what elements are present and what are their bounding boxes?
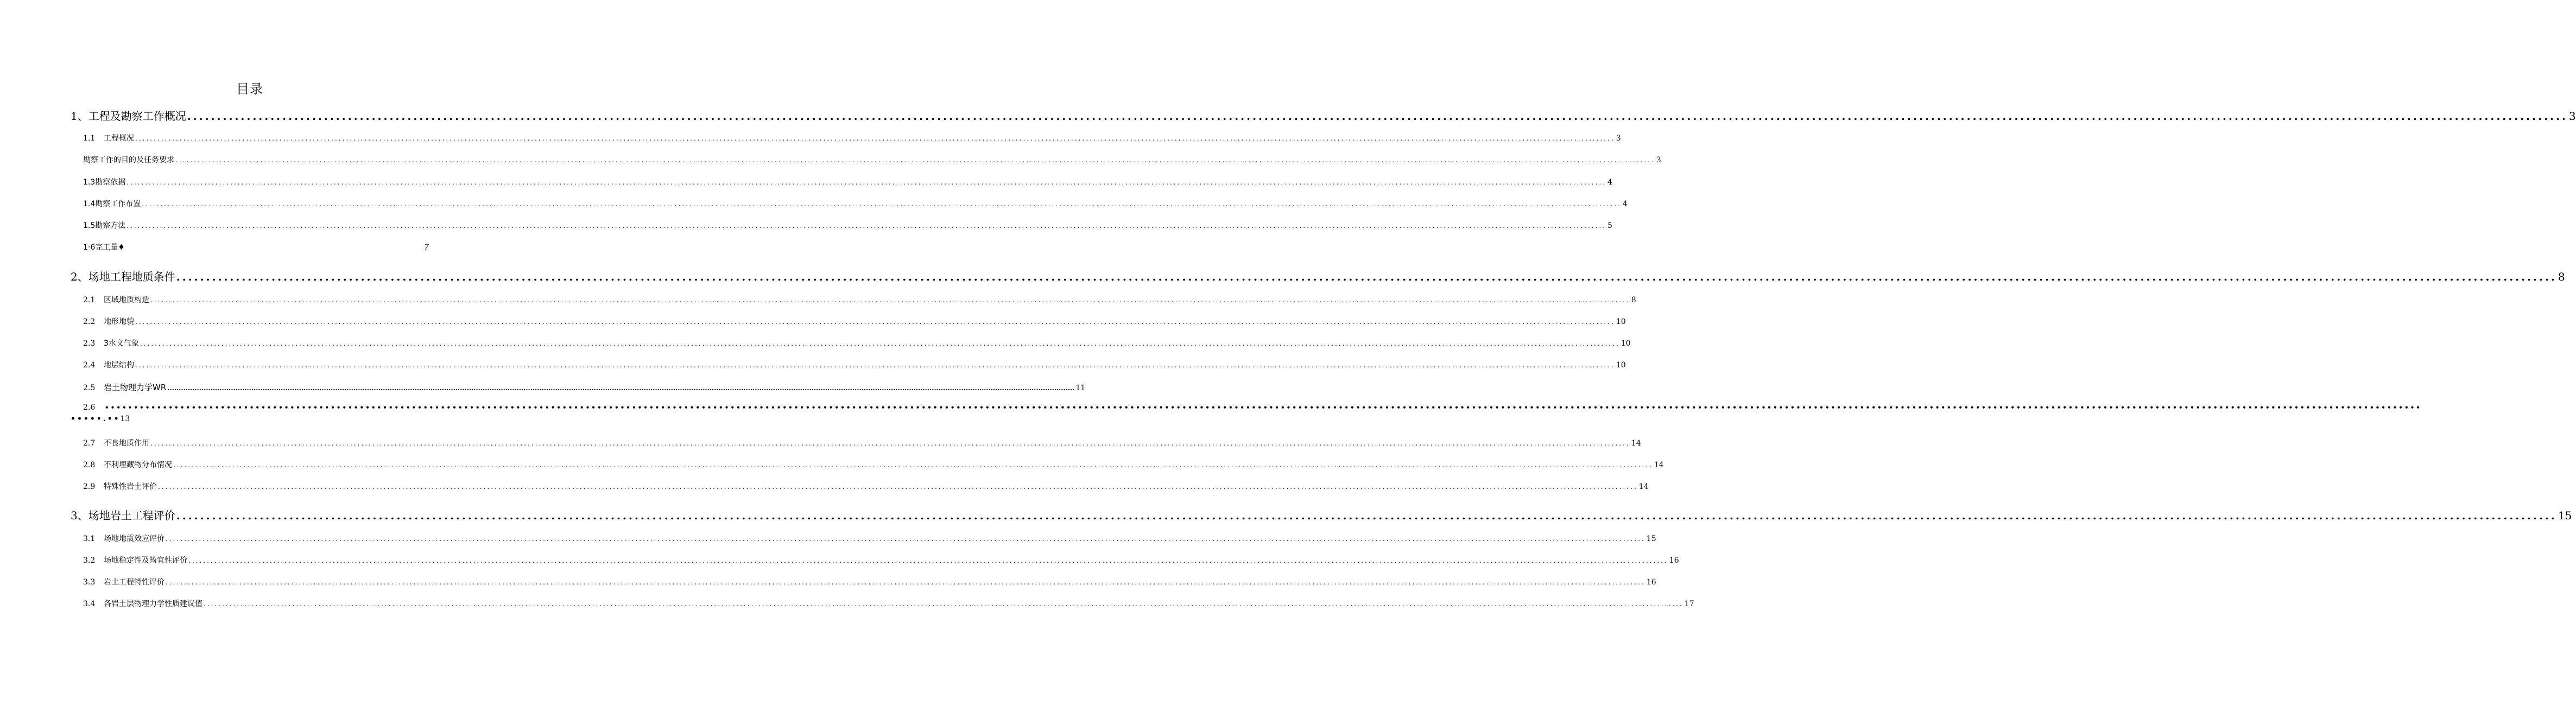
toc-entry-label: 1、工程及勘察工作概况 [71, 110, 186, 123]
toc-page-number: 5 [1607, 221, 1612, 230]
toc-entry-label: 2、场地工程地质条件 [71, 270, 175, 283]
toc-entry-number: 2.5 [83, 384, 96, 392]
toc-entry-label: 特殊性岩土评价 [104, 482, 157, 491]
toc-entry-3-3[interactable] [83, 576, 1656, 587]
dot-leader: ................................................................................................................................................................................................................................................................................................................................................................................................................ [140, 340, 1620, 347]
toc-entry-label: 不良地质作用 [104, 439, 149, 448]
toc-entry-1-4[interactable] [83, 198, 1628, 209]
toc-page-number: 8 [2558, 270, 2565, 283]
toc-entry-label: 不利埋藏物分布情况 [104, 461, 172, 469]
toc-entry-number: 2.1 [83, 296, 96, 304]
toc-entry-number: 2.8 [83, 461, 96, 469]
toc-entry-number: 1.1 [83, 134, 96, 143]
toc-entry-label: 1·6完工量♦ [83, 243, 125, 252]
toc-entry-number: 2.6 [83, 403, 96, 412]
dot-leader: •••••.•• [71, 415, 121, 423]
toc-entry-label: 勘察工作的目的及任务要求 [83, 156, 174, 164]
toc-entry-label: 3、场地岩土工程评价 [71, 509, 175, 522]
dot-leader: ................................................................................................................................................................................................................................................................................................................................................................................................................ [176, 509, 2557, 522]
toc-entry-1-1[interactable] [83, 132, 1621, 143]
toc-entry-2-8[interactable] [83, 459, 1664, 470]
toc-entry-number: 3.3 [83, 578, 96, 587]
toc-entry-2-5[interactable] [83, 381, 1086, 393]
toc-page-number: 3 [1656, 156, 1661, 164]
toc-entry-label: 3水文气象 [104, 339, 139, 348]
toc-page-number: 3 [2568, 110, 2576, 123]
page-title: 目录 [236, 81, 263, 97]
dot-leader: ................................................................................................................................................................................................................................................................................................................................................................................................................ [135, 135, 1615, 142]
toc-entry-2-7[interactable] [83, 437, 1641, 448]
toc-entry-label: 岩土物理力学WR [104, 383, 167, 392]
dot-leader: ................................................................................................................................................................................................................................................................................................................................................................................................................ [187, 110, 2568, 123]
toc-page-number: 15 [2558, 509, 2572, 522]
toc-entry-2-4[interactable] [83, 359, 1626, 370]
toc-page-number: 14 [1654, 461, 1664, 469]
toc-entry-2-2[interactable] [83, 316, 1626, 327]
toc-entry-label: 岩土工程特性评价 [104, 578, 164, 587]
dot-leader: •••••••••••••••••••••••••••••••••••••••••••••••••••••••••••••••••••••••••••••••••••••••••••••••••••••••••••••••••••••••••••••••••••••••••••••••••••••••••••••••••••••••••••••••••••••••••••••••••••••••••••••••••••••••••••••••••••••••••••••••••••••••••••••••••••••••••••••••••••••••••••••••••••••••••••••••••••••••••••••••••••••••••••••••••••••••••••••••••••••••••••••••••••••••••••••••••••••••••••••••• [105, 404, 2422, 411]
toc-page-number: 14 [1631, 439, 1641, 448]
toc-entry-label: 1.4勘察工作布置 [83, 200, 141, 208]
toc-entry-3-1[interactable] [83, 533, 1656, 544]
toc-page-number: 10 [1621, 339, 1631, 348]
toc-page-number: 16 [1669, 556, 1679, 565]
toc-page-number: 4 [1607, 178, 1612, 187]
toc-page-number: 15 [1646, 535, 1656, 543]
toc-entry-2-3[interactable] [83, 338, 1631, 348]
toc-entry-number: 3.1 [83, 535, 96, 543]
toc-entry-number: 2.2 [83, 317, 96, 326]
dot-leader: ................................................................................................................................................................................................................................................................................................................................................................................................................ [150, 296, 1630, 304]
toc-page-number: 10 [1616, 361, 1626, 370]
dot-leader: ................................................................................................................................................................................................................................................................................................................................................................................................................ [188, 557, 1668, 564]
toc-entry-label: 1.3勘察依据 [83, 178, 126, 187]
toc-entry-number: 2.9 [83, 482, 96, 491]
toc-page-number: 10 [1616, 317, 1626, 326]
toc-entry-label: 1.5勘察方法 [83, 221, 126, 230]
toc-entry-2-9[interactable] [83, 481, 1649, 492]
dot-leader: ................................................................................................................................................................................................................................................................................................................................................................................................................ [167, 384, 1075, 392]
toc-entry-3-4[interactable] [83, 598, 1694, 609]
toc-entry-number: 2.4 [83, 361, 96, 370]
toc-entry-3-2[interactable] [83, 555, 1679, 565]
toc-entry-label: 各岩土层物理力学性质建议值 [104, 600, 202, 608]
dot-leader: ................................................................................................................................................................................................................................................................................................................................................................................................................ [175, 156, 1655, 164]
dot-leader: ................................................................................................................................................................................................................................................................................................................................................................................................................ [126, 179, 1607, 186]
toc-page-number: 3 [1616, 134, 1621, 143]
toc-entry-label: 工程概况 [104, 134, 134, 143]
toc-entry-1-6[interactable] [83, 241, 429, 252]
dot-leader: ................................................................................................................................................................................................................................................................................................................................................................................................................ [135, 361, 1615, 369]
dot-leader: ................................................................................................................................................................................................................................................................................................................................................................................................................ [166, 535, 1645, 543]
dot-leader: ................................................................................................................................................................................................................................................................................................................................................................................................................ [150, 440, 1630, 447]
dot-leader: ................................................................................................................................................................................................................................................................................................................................................................................................................ [135, 318, 1615, 326]
dot-leader: ................................................................................................................................................................................................................................................................................................................................................................................................................ [166, 578, 1645, 586]
toc-page-number: 13 [120, 415, 130, 423]
toc-entry-number: 2.3 [83, 339, 96, 348]
toc-entry-label: 区域地质构造 [104, 296, 149, 304]
toc-section-2[interactable] [71, 268, 2565, 284]
toc-entry-1-3[interactable] [83, 176, 1612, 187]
toc-entry-2-1[interactable] [83, 294, 1636, 305]
toc-entry-label: 地层结构 [104, 361, 134, 370]
dot-leader: ................................................................................................................................................................................................................................................................................................................................................................................................................ [142, 200, 1622, 208]
toc-section-1[interactable] [71, 107, 2576, 123]
toc-entry-1-5[interactable] [83, 220, 1612, 231]
toc-page-number: 8 [1631, 296, 1636, 304]
toc-entry-number: 3.2 [83, 556, 96, 565]
toc-entry-1-2[interactable] [83, 154, 1661, 165]
toc-entry-label: 场地地震效应评价 [104, 535, 164, 543]
toc-page-number: 7 [424, 243, 429, 252]
dot-leader: ................................................................................................................................................................................................................................................................................................................................................................................................................ [158, 483, 1638, 491]
dot-leader: ................................................................................................................................................................................................................................................................................................................................................................................................................ [176, 270, 2557, 283]
dot-leader: ................................................................................................................................................................................................................................................................................................................................................................................................................ [204, 600, 1683, 608]
toc-page-number: 4 [1623, 200, 1628, 208]
toc-entry-2-6-continuation [71, 415, 130, 423]
toc-entry-number: 3.4 [83, 600, 96, 608]
toc-page-number: 14 [1638, 482, 1649, 491]
toc-entry-number: 2.7 [83, 439, 96, 448]
dot-leader: ................................................................................................................................................................................................................................................................................................................................................................................................................ [126, 222, 1607, 230]
toc-page-number: 16 [1646, 578, 1656, 587]
toc-entry-label: 地形地貌 [104, 317, 134, 326]
toc-entry-label: 场地稳定性及筠宜性评价 [104, 556, 187, 565]
toc-page-number: 17 [1684, 600, 1694, 608]
toc-entry-2-6[interactable] [83, 403, 2422, 412]
toc-section-3[interactable] [71, 507, 2572, 523]
dot-leader: ................................................................................................................................................................................................................................................................................................................................................................................................................ [173, 461, 1653, 469]
toc-page-number: 11 [1075, 384, 1086, 392]
